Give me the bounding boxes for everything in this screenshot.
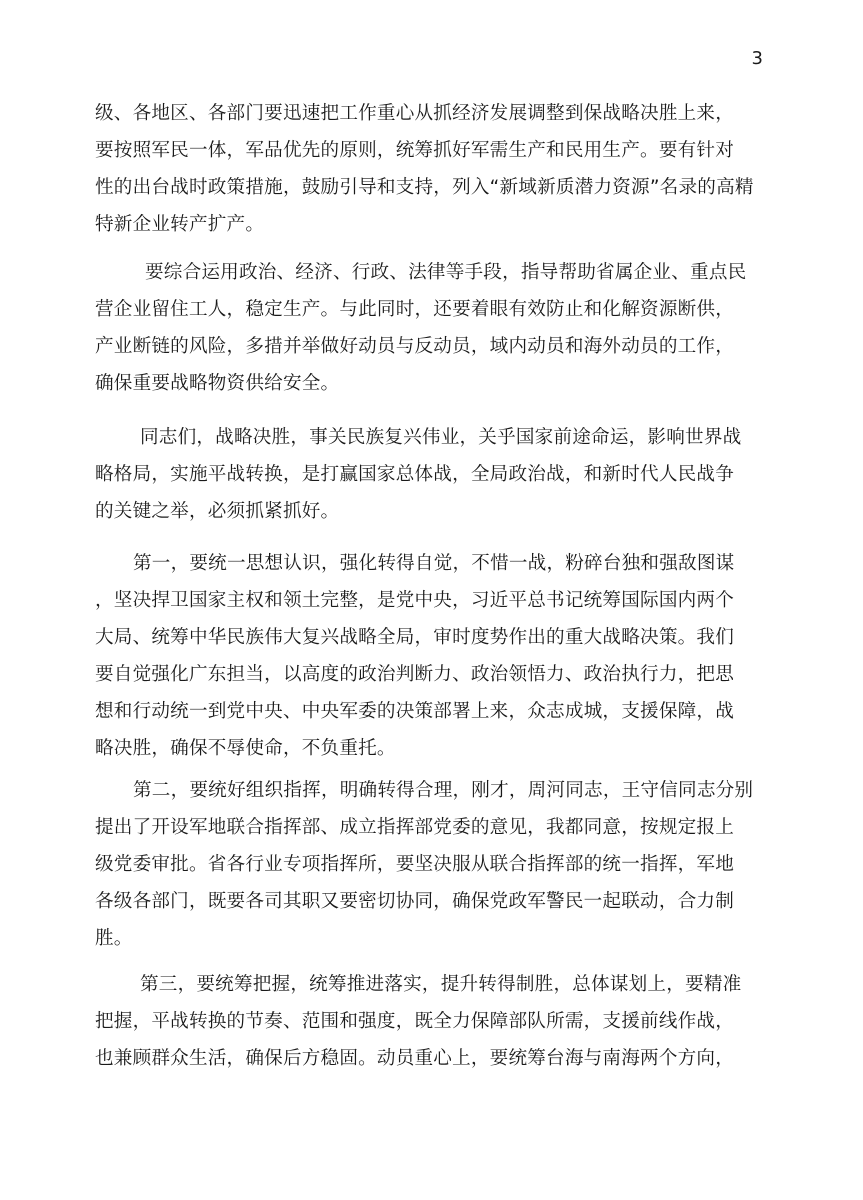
paragraph-line: 第一，要统一思想认识，强化转得自觉，不惜一战，粉碎台独和强敌图谋 [133,553,735,574]
paragraph-line: 同志们，战略决胜，事关民族复兴伟业，关乎国家前途命运，影响世界战 [140,427,742,448]
paragraph-line: 的关键之举，必须抓紧抓好。 [95,501,340,522]
paragraph-line: 要综合运用政治、经济、行政、法律等手段，指导帮助省属企业、重点民 [145,262,747,283]
paragraph-2 [95,254,746,402]
paragraph-6 [95,966,741,1077]
paragraph-line: 略决胜，确保不辱使命，不负重托。 [95,738,396,759]
paragraph-line: 把握，平战转换的节奏、范围和强度，既全力保障部队所需，支援前线作战， [95,1011,734,1032]
paragraph-5 [95,772,753,957]
paragraph-line: ，坚决捍卫国家主权和领土完整，是党中央，习近平总书记统筹国际国内两个 [95,590,734,611]
paragraph-line: 营企业留住工人，稳定生产。与此同时，还要着眼有效防止和化解资源断供， [95,299,734,320]
paragraph-line: 提出了开设军地联合指挥部、成立指挥部党委的意见，我都同意，按规定报上 [95,817,734,838]
paragraph-4 [95,545,734,767]
paragraph-line: 性的出台战时政策措施，鼓励引导和支持，列入“新域新质潜力资源”名录的高精 [95,177,754,198]
paragraph-line: 特新企业转产扩产。 [95,214,265,235]
paragraph-line: 产业断链的风险，多措并举做好动员与反动员，域内动员和海外动员的工作， [95,336,734,357]
page-number: 3 [751,48,763,69]
paragraph-line: 级、各地区、各部门要迅速把工作重心从抓经济发展调整到保战略决胜上来， [95,103,734,124]
paragraph-line: 要按照军民一体，军品优先的原则，统筹抓好军需生产和民用生产。要有针对 [95,140,734,161]
paragraph-3 [95,419,741,530]
paragraph-line: 也兼顾群众生活，确保后方稳固。动员重心上，要统筹台海与南海两个方向， [95,1048,734,1069]
paragraph-line: 大局、统筹中华民族伟大复兴战略全局，审时度势作出的重大战略决策。我们 [95,627,734,648]
paragraph-line: 略格局，实施平战转换，是打赢国家总体战，全局政治战，和新时代人民战争 [95,464,734,485]
paragraph-line: 第三，要统筹把握，统筹推进落实，提升转得制胜，总体谋划上，要精准 [140,974,742,995]
paragraph-line: 想和行动统一到党中央、中央军委的决策部署上来，众志成城，支援保障，战 [95,701,734,722]
paragraph-line: 第二，要统好组织指挥，明确转得合理，刚才，周河同志，王守信同志分别 [133,780,754,801]
paragraph-line: 要自觉强化广东担当，以高度的政治判断力、政治领悟力、政治执行力，把思 [95,664,734,685]
paragraph-1 [95,95,754,243]
paragraph-line: 级党委审批。省各行业专项指挥所，要坚决服从联合指挥部的统一指挥，军地 [95,854,734,875]
paragraph-line: 胜。 [95,928,133,949]
paragraph-line: 确保重要战略物资供给安全。 [95,373,340,394]
paragraph-line: 各级各部门，既要各司其职又要密切协同，确保党政军警民一起联动，合力制 [95,891,734,912]
